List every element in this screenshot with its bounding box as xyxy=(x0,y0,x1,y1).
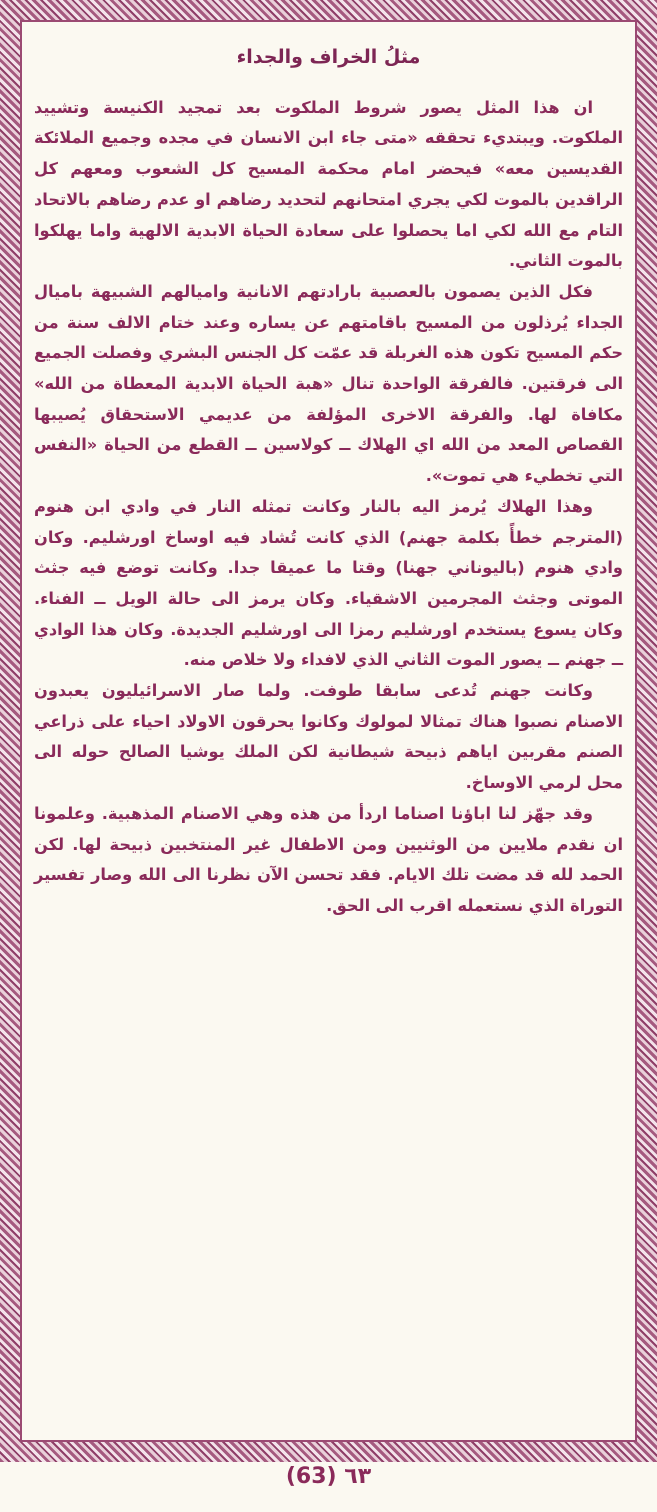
paragraph-5: وقد جهّز لنا اباؤنا اصناما اردأ من هذه وهي الاصنام المذهبية. وعلمونا ان نقدم ملايين من الوثنيين ومن الاطفال غير المنتخبين ذبيحة لها. لكن الحمد لله قد مضت تلك الايام. فقد تحسن الآن نظرنا الى الله وصار تفسير التوراة الذي نستعمله اقرب الى الحق. xyxy=(34,803,623,915)
paragraph-1: ان هذا المثل يصور شروط الملكوت بعد تمجيد الكنيسة وتشييد الملكوت. ويبتديء تحققه «متى جاء ابن الانسان في مجده وجميع الملائكة القديسين معه» فيحضر امام محكمة المسيح كل الشعوب ومعهم كل الراقدين بالموت لكي يجري امتحانهم لتحديد رضاهم او عدم رضاهم بالاتحاد التام مع الله لكي اما يحصلوا على سعادة الحياة الابدية الالهية واما يهلكوا بالموت الثاني. xyxy=(34,97,623,271)
page-content xyxy=(34,38,623,1438)
paragraph-4: وكانت جهنم تُدعى سابقا طوفت. ولما صار الاسرائيليون يعبدون الاصنام نصبوا هناك تمثالا لمولوك وكانوا يحرقون الاولاد احياء على ذراعي الصنم مقربين اياهم ذبيحة شيطانية لكن الملك يوشيا الصالح حوله الى محل لرمي الاوساخ. xyxy=(34,681,623,793)
page-number: (63) ٦٣ xyxy=(285,1464,372,1489)
paragraph-3: وهذا الهلاك يُرمز اليه بالنار وكانت تمثله النار في وادي ابن هنوم (المترجم خطأً بكلمة جهنم) الذي كانت تُشاد فيه اوساخ اورشليم. وكان وادي هنوم (باليوناني جهنا) وقتا ما عميقا جدا. وكانت توضع فيه جثث الموتى وجثث المجرمين الاشقياء. وكان يرمز الى حالة الويل ــ الفناء. وكان يسوع يستخدم اورشليم رمزا الى اورشليم الجديدة. وكان هذا الوادي ــ جهنم ــ يصور الموت الثاني الذي لافداء ولا خلاص منه. xyxy=(34,496,623,670)
paragraph-2: فكل الذين يصمون بالعصبية بارادتهم الانانية واميالهم الشبيهة باميال الجداء يُرذلون من المسيح باقامتهم عن يساره وعند ختام الالف سنة من حكم المسيح تكون هذه الغربلة قد عمّت كل الجنس البشري وفصلت الجميع الى فرقتين. فالفرقة الواحدة تنال «هبة الحياة الابدية المعطاة من الله» مكافاة لها. والفرقة الاخرى المؤلفة من عديمي الاستحقاق يُصيبها القصاص المعد من الله اي الهلاك ــ كولاسين ــ القطع من الحياة «النفس التي تخطيء هي تموت». xyxy=(34,281,623,486)
page-title: مثلُ الخراف والجداء xyxy=(236,46,421,68)
